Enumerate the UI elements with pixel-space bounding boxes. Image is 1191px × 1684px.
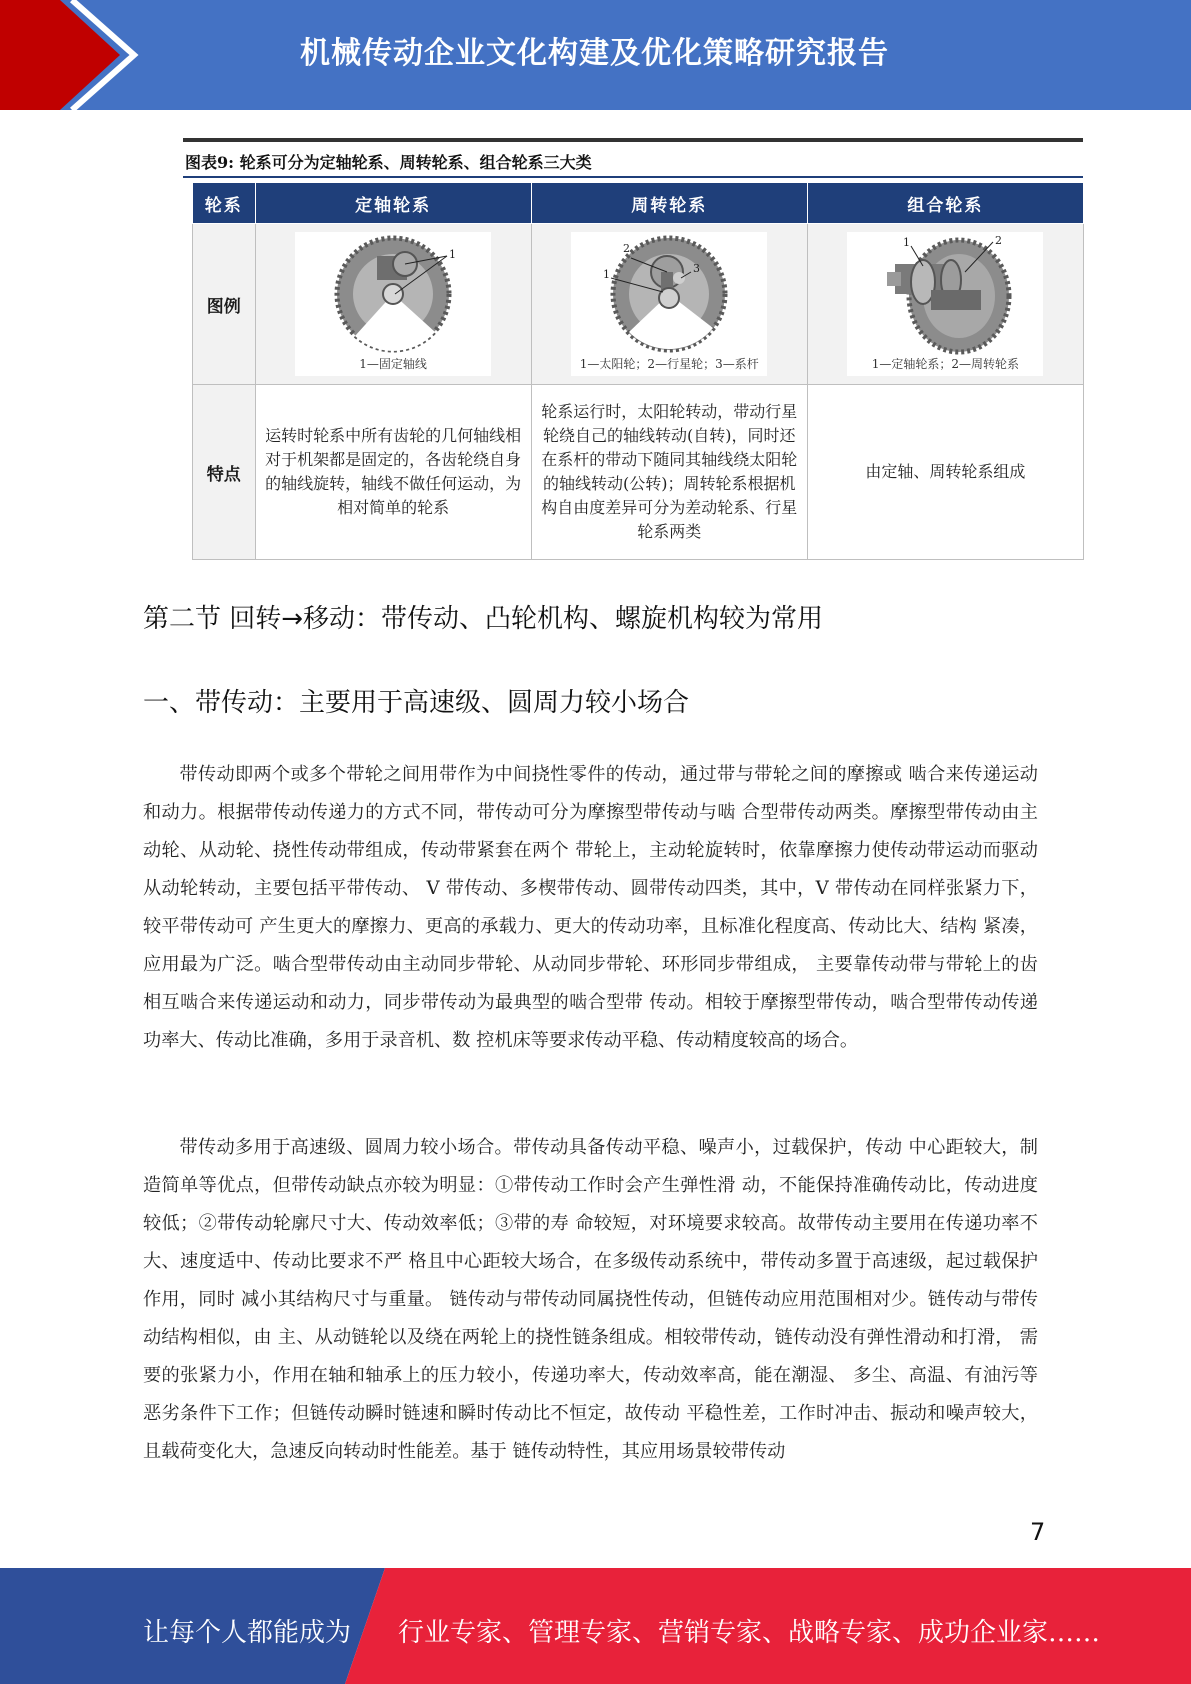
label-3: 3 — [693, 262, 701, 275]
feature-planetary: 轮系运行时，太阳轮转动，带动行星轮绕自己的轴线转动(自转)，同时还在系杆的带动下随同其轴线绕太阳轮的轴线转动(公转)；周转轮系根据机构自由度差异可分为差动轮系、行星轮系两类 — [531, 385, 807, 560]
page-footer — [0, 1568, 1191, 1684]
legend-cell-planetary — [531, 224, 807, 385]
subsection-title: 一、带传动：主要用于高速级、圆周力较小场合 — [143, 688, 690, 718]
figure-caption: 图表9: 轮系可分为定轴轮系、周转轮系、组合轮系三大类 — [185, 153, 592, 172]
row-label-legend: 图例 — [193, 224, 256, 385]
body-paragraph: 带传动即两个或多个带轮之间用带作为中间挠性零件的传动，通过带与带轮之间的摩擦或 啮合来传递运动和动力。根据带传动传递力的方式不同，带传动可分为摩擦型带传动与啮 合型带传动两类。摩擦型带传动由主动轮、从动轮、挠性传动带组成，传动带紧套在两个 带轮上，主动轮旋转时，依靠摩擦力使传动带运动而驱动从动轮转动，主要包括平带传动、 V 带传动、多楔带传动、圆带传动四类，其中，V 带传动在同样张紧力下，较平带传动可 产生更大的摩擦力、更高的承载力、更大的传动功率，且标准化程度高、传动比大、结构 紧凑，应用最为广泛。啮合型带传动由主动同步带轮、从动同步带轮、环形同步带组成， 主要靠传动带与带轮上的齿相互啮合来传递运动和动力，同步带传动为最典型的啮合型带 传动。相较于摩擦型带传动，啮合型带传动传递功率大、传动比准确，多用于录音机、数 控机床等要求传动平稳、传动精度较高的场合。 — [143, 764, 1038, 1051]
header-title: 机械传动企业文化构建及优化策略研究报告 — [300, 36, 889, 71]
image-caption: 1—定轴轮系；2—周转轮系 — [871, 357, 1020, 371]
label-2: 2 — [623, 242, 631, 255]
legend-cell-fixed-axis — [255, 224, 531, 385]
legend-cell-compound — [807, 224, 1083, 385]
footer-slogan-left: 让每个人都能成为 — [143, 1618, 352, 1648]
planetary-gear-image — [571, 232, 767, 376]
table-header-cell: 定轴轮系 — [255, 183, 531, 224]
compound-gear-image — [847, 232, 1043, 376]
table-header-cell: 轮系 — [193, 183, 256, 224]
feature-fixed-axis: 运转时轮系中所有齿轮的几何轴线相对于机架都是固定的，各齿轮绕自身的轴线旋转，轴线不做任何运动，为相对简单的轮系 — [255, 385, 531, 560]
header-arrow-icon — [0, 0, 160, 110]
page-header — [0, 0, 1191, 110]
row-label-feature: 特点 — [193, 385, 256, 560]
table-header-cell: 组合轮系 — [807, 183, 1083, 224]
image-caption: 1—太阳轮；2—行星轮；3—系杆 — [579, 357, 759, 371]
fixed-axis-gear-image — [295, 232, 491, 376]
footer-slogan-right: 行业专家、管理专家、营销专家、战略专家、成功企业家…… — [398, 1618, 1101, 1648]
label-2: 2 — [995, 234, 1003, 247]
label-1: 1 — [903, 236, 911, 249]
feature-compound: 由定轴、周转轮系组成 — [807, 385, 1083, 560]
figure — [183, 138, 1083, 560]
label-1: 1 — [449, 248, 457, 261]
section-title: 第二节 回转→移动：带传动、凸轮机构、螺旋机构较为常用 — [143, 604, 824, 634]
table-header-cell: 周转轮系 — [531, 183, 807, 224]
label-1: 1 — [603, 268, 611, 281]
gear-train-table — [192, 182, 1084, 560]
page-number: 7 — [1030, 1518, 1046, 1546]
figure-top-rule — [183, 138, 1083, 142]
figure-caption-rule — [183, 176, 1083, 178]
body-paragraph: 带传动多用于高速级、圆周力较小场合。带传动具备传动平稳、噪声小，过载保护，传动 中心距较大，制造简单等优点，但带传动缺点亦较为明显：①带传动工作时会产生弹性滑 动，不能保持准确传动比，传动进度较低；②带传动轮廓尺寸大、传动效率低；③带的寿 命较短，对环境要求较高。故带传动主要用在传递功率不大、速度适中、传动比要求不严 格且中心距较大场合，在多级传动系统中，带传动多置于高速级，起过载保护作用，同时 减小其结构尺寸与重量。 链传动与带传动同属挠性传动，但链传动应用范围相对少。链传动与带传动结构相似，由 主、从动链轮以及绕在两轮上的挠性链条组成。相较带传动，链传动没有弹性滑动和打滑， 需要的张紧力小，作用在轴和轴承上的压力较小，传递功率大，传动效率高，能在潮湿、 多尘、高温、有油污等恶劣条件下工作；但链传动瞬时链速和瞬时传动比不恒定，故传动 平稳性差，工作时冲击、振动和噪声较大，且载荷变化大，急速反向转动时性能差。基于 链传动特性，其应用场景较带传动 — [143, 1137, 1038, 1462]
image-caption: 1—固定轴线 — [359, 357, 427, 371]
